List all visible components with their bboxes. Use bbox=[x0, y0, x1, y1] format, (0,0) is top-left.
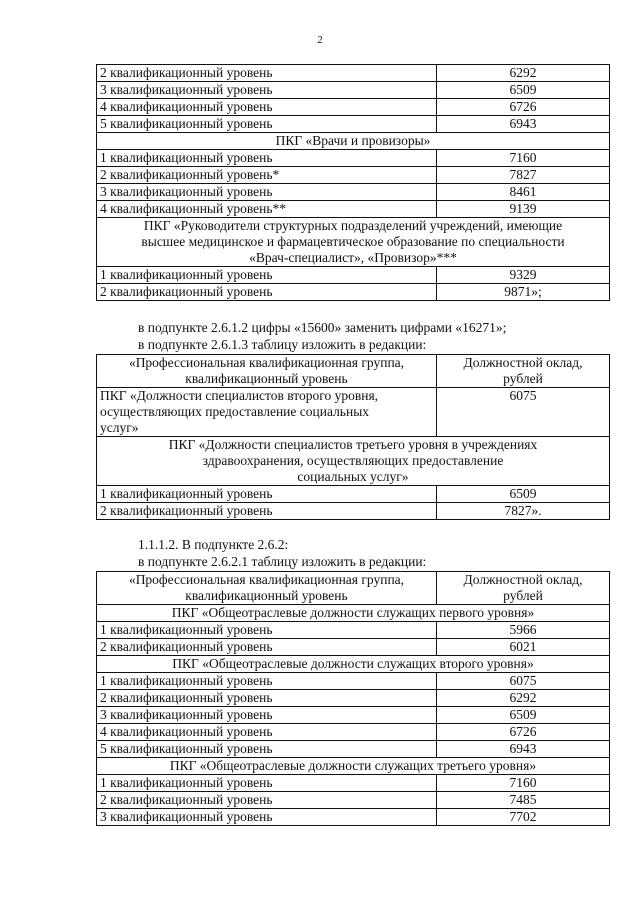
row-label: 3 квалификационный уровень bbox=[97, 82, 437, 99]
paragraph-2-6-1-2: в подпункте 2.6.1.2 цифры «15600» заменить цифрами «16271»; bbox=[138, 320, 507, 335]
paragraph-2-6-1-3: в подпункте 2.6.1.3 таблицу изложить в редакции: bbox=[138, 337, 427, 352]
group-header-line: здравоохранения, осуществляющих предоставление bbox=[202, 453, 504, 468]
group-header-line: ПКГ «Должности специалистов третьего уровня в учреждениях bbox=[168, 437, 538, 452]
row-label: 3 квалификационный уровень bbox=[97, 809, 437, 826]
row-label: 4 квалификационный уровень** bbox=[97, 201, 437, 218]
group-header: ПКГ «Общеотраслевые должности служащих третьего уровня» bbox=[97, 758, 610, 775]
table-row bbox=[97, 775, 610, 792]
row-value: 6292 bbox=[437, 65, 610, 82]
header-line: Должностной оклад, bbox=[463, 572, 583, 587]
row-value: 6726 bbox=[437, 724, 610, 741]
group-header-line: ПКГ «Руководители структурных подразделений учреждений, имеющие bbox=[143, 218, 563, 233]
group-header-line: высшее медицинское и фармацевтическое образование по специальности bbox=[141, 234, 565, 249]
column-header-group bbox=[97, 355, 437, 388]
row-label: 1 квалификационный уровень bbox=[97, 150, 437, 167]
header-line: рублей bbox=[503, 371, 543, 386]
row-label: 2 квалификационный уровень bbox=[97, 792, 437, 809]
header-line: квалификационный уровень bbox=[185, 588, 348, 603]
row-label bbox=[97, 388, 437, 437]
row-label: 2 квалификационный уровень bbox=[97, 639, 437, 656]
table-row bbox=[97, 486, 610, 503]
row-label-line: услуг» bbox=[100, 420, 139, 435]
row-label: 4 квалификационный уровень bbox=[97, 724, 437, 741]
table-row bbox=[97, 267, 610, 284]
header-line: рублей bbox=[503, 588, 543, 603]
row-value: 6075 bbox=[437, 673, 610, 690]
row-label: 1 квалификационный уровень bbox=[97, 267, 437, 284]
group-header bbox=[97, 437, 610, 486]
table-row bbox=[97, 622, 610, 639]
salary-table-2-6-2-1 bbox=[96, 571, 610, 826]
row-label: 2 квалификационный уровень bbox=[97, 65, 437, 82]
table-row bbox=[97, 99, 610, 116]
table-row bbox=[97, 388, 610, 437]
row-value: 9871»; bbox=[437, 284, 610, 301]
table-row bbox=[97, 690, 610, 707]
table-row bbox=[97, 184, 610, 201]
group-header-row bbox=[97, 656, 610, 673]
table-row bbox=[97, 707, 610, 724]
row-value: 9329 bbox=[437, 267, 610, 284]
header-line: Должностной оклад, bbox=[463, 355, 583, 370]
row-value: 8461 bbox=[437, 184, 610, 201]
table-row bbox=[97, 150, 610, 167]
row-value: 6509 bbox=[437, 82, 610, 99]
row-label: 2 квалификационный уровень bbox=[97, 503, 437, 520]
row-label: 5 квалификационный уровень bbox=[97, 116, 437, 133]
row-value: 6021 bbox=[437, 639, 610, 656]
group-header: ПКГ «Врачи и провизоры» bbox=[97, 133, 610, 150]
row-value: 7160 bbox=[437, 150, 610, 167]
column-header-salary bbox=[437, 355, 610, 388]
row-label: 2 квалификационный уровень bbox=[97, 690, 437, 707]
table-row bbox=[97, 809, 610, 826]
group-header: ПКГ «Общеотраслевые должности служащих первого уровня» bbox=[97, 605, 610, 622]
group-header-row bbox=[97, 133, 610, 150]
row-value: 6943 bbox=[437, 116, 610, 133]
table-row bbox=[97, 673, 610, 690]
row-value: 6509 bbox=[437, 486, 610, 503]
row-value: 7702 bbox=[437, 809, 610, 826]
column-header-group bbox=[97, 572, 437, 605]
table-row bbox=[97, 167, 610, 184]
row-label: 1 квалификационный уровень bbox=[97, 622, 437, 639]
row-value: 5966 bbox=[437, 622, 610, 639]
salary-table-continuation bbox=[96, 64, 610, 301]
table-row bbox=[97, 724, 610, 741]
row-value: 7160 bbox=[437, 775, 610, 792]
salary-table-2-6-1-3 bbox=[96, 354, 610, 520]
column-header-salary bbox=[437, 572, 610, 605]
row-label: 1 квалификационный уровень bbox=[97, 486, 437, 503]
row-label: 3 квалификационный уровень bbox=[97, 184, 437, 201]
group-header-row bbox=[97, 437, 610, 486]
table-row bbox=[97, 65, 610, 82]
table-row bbox=[97, 503, 610, 520]
table-row bbox=[97, 639, 610, 656]
row-label: 3 квалификационный уровень bbox=[97, 707, 437, 724]
row-label: 5 квалификационный уровень bbox=[97, 741, 437, 758]
row-value: 6509 bbox=[437, 707, 610, 724]
header-line: «Профессиональная квалификационная группа, bbox=[128, 355, 405, 370]
group-header-line: социальных услуг» bbox=[297, 469, 409, 484]
row-label-line: ПКГ «Должности специалистов второго уровня, bbox=[100, 388, 379, 403]
row-value: 7827». bbox=[437, 503, 610, 520]
table-header-row bbox=[97, 572, 610, 605]
table-row bbox=[97, 741, 610, 758]
table-row bbox=[97, 792, 610, 809]
group-header: ПКГ «Общеотраслевые должности служащих второго уровня» bbox=[97, 656, 610, 673]
row-value: 6075 bbox=[437, 388, 610, 437]
row-value: 7485 bbox=[437, 792, 610, 809]
table-row bbox=[97, 284, 610, 301]
row-label-line: осуществляющих предоставление социальных bbox=[100, 404, 370, 419]
row-label: 2 квалификационный уровень bbox=[97, 284, 437, 301]
row-label: 2 квалификационный уровень* bbox=[97, 167, 437, 184]
row-value: 6292 bbox=[437, 690, 610, 707]
row-value: 6943 bbox=[437, 741, 610, 758]
group-header-row bbox=[97, 758, 610, 775]
table-header-row bbox=[97, 355, 610, 388]
paragraph-2-6-2-1: в подпункте 2.6.2.1 таблицу изложить в редакции: bbox=[138, 554, 427, 569]
group-header-line: «Врач-специалист», «Провизор»*** bbox=[249, 250, 457, 265]
row-label: 1 квалификационный уровень bbox=[97, 673, 437, 690]
page-number: 2 bbox=[317, 34, 323, 46]
table-row bbox=[97, 82, 610, 99]
row-label: 1 квалификационный уровень bbox=[97, 775, 437, 792]
row-label: 4 квалификационный уровень bbox=[97, 99, 437, 116]
header-line: квалификационный уровень bbox=[185, 371, 348, 386]
table-row bbox=[97, 116, 610, 133]
table-row bbox=[97, 201, 610, 218]
header-line: «Профессиональная квалификационная группа, bbox=[128, 572, 405, 587]
group-header-row bbox=[97, 218, 610, 267]
group-header bbox=[97, 218, 610, 267]
group-header-row bbox=[97, 605, 610, 622]
row-value: 7827 bbox=[437, 167, 610, 184]
paragraph-1-1-1-2: 1.1.1.2. В подпункте 2.6.2: bbox=[138, 537, 289, 552]
row-value: 9139 bbox=[437, 201, 610, 218]
row-value: 6726 bbox=[437, 99, 610, 116]
